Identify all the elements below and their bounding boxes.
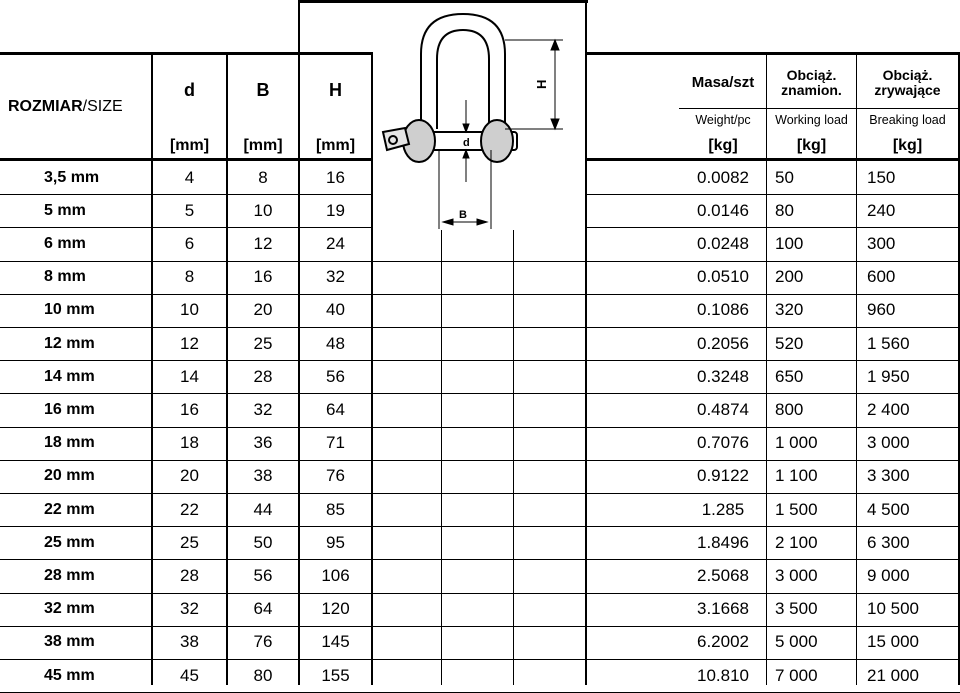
header-break-sub: Breaking load	[869, 113, 946, 127]
cell-mass: 0.9122	[697, 466, 749, 486]
cell-mass: 3.1668	[697, 599, 749, 619]
cell-work: 2 100	[775, 532, 818, 552]
cell-d: 32	[180, 599, 199, 619]
cell-mass: 2.5068	[697, 565, 749, 585]
cell-break: 4 500	[867, 499, 910, 519]
cell-h: 16	[326, 167, 345, 187]
col-border-blank-1	[441, 161, 442, 685]
cell-b: 38	[253, 466, 273, 486]
cell-work: 7 000	[775, 665, 818, 685]
unit-break: [kg]	[892, 136, 923, 154]
cell-h: 48	[326, 333, 345, 353]
cell-break: 10 500	[867, 599, 919, 619]
cell-b: 36	[253, 433, 273, 453]
cell-break: 6 300	[867, 532, 910, 552]
cell-mass: 0.0146	[697, 200, 749, 220]
cell-work: 5 000	[775, 632, 818, 652]
header-break	[857, 60, 958, 106]
cell-h: 24	[326, 233, 345, 253]
cell-size: 18 mm	[44, 434, 95, 452]
cell-work: 200	[775, 267, 804, 287]
unit-h: [mm]	[315, 136, 356, 154]
cell-b: 64	[253, 599, 273, 619]
cell-h: 71	[326, 433, 345, 453]
cell-d: 45	[180, 665, 199, 685]
cell-size: 16 mm	[44, 400, 95, 418]
cell-mass: 6.2002	[697, 632, 749, 652]
cell-b: 10	[253, 200, 273, 220]
cell-work: 800	[775, 399, 804, 419]
cell-h: 40	[326, 300, 345, 320]
cell-d: 10	[180, 300, 199, 320]
cell-break: 15 000	[867, 632, 919, 652]
cell-work: 3 500	[775, 599, 818, 619]
cell-d: 22	[180, 499, 199, 519]
top-border-h-block	[298, 0, 588, 3]
unit-d: [mm]	[169, 136, 210, 154]
cell-work: 100	[775, 233, 804, 253]
cell-d: 12	[180, 333, 199, 353]
cell-size: 25 mm	[44, 533, 95, 551]
cell-break: 21 000	[867, 665, 919, 685]
cell-work: 1 000	[775, 433, 818, 453]
cell-break: 3 300	[867, 466, 910, 486]
cell-b: 8	[258, 167, 268, 187]
cell-d: 25	[180, 532, 199, 552]
cell-break: 1 560	[867, 333, 910, 353]
cell-work: 650	[775, 366, 804, 386]
cell-break: 600	[867, 267, 896, 287]
col-border-mass-left	[585, 0, 587, 685]
cell-size: 28 mm	[44, 566, 95, 584]
cell-d: 4	[184, 167, 195, 187]
cell-break: 960	[867, 300, 896, 320]
cell-h: 95	[326, 532, 345, 552]
cell-mass: 10.810	[697, 665, 749, 685]
header-size-bold: ROZMIAR	[8, 97, 83, 115]
cell-d: 20	[180, 466, 199, 486]
cell-b: 44	[253, 499, 273, 519]
cell-work: 1 100	[775, 466, 818, 486]
header-h: H	[329, 79, 342, 100]
header-size-rest: /SIZE	[82, 97, 123, 115]
cell-break: 9 000	[867, 565, 910, 585]
cell-size: 10 mm	[44, 301, 95, 319]
cell-b: 25	[253, 333, 273, 353]
dim-label-h: H	[534, 79, 549, 89]
shackle-diagram	[373, 4, 585, 230]
cell-work: 50	[775, 167, 794, 187]
cell-h: 19	[326, 200, 345, 220]
header-break-line1: Obciąż.	[882, 67, 933, 83]
header-mass: Masa/szt	[691, 73, 755, 91]
cell-size: 38 mm	[44, 633, 95, 651]
cell-b: 12	[253, 233, 273, 253]
dim-label-b: B	[459, 209, 467, 221]
header-work	[767, 60, 856, 106]
cell-d: 14	[180, 366, 199, 386]
cell-size: 14 mm	[44, 367, 95, 385]
cell-mass: 0.2056	[697, 333, 749, 353]
cell-mass: 0.1086	[697, 300, 749, 320]
cell-d: 38	[180, 632, 199, 652]
cell-size: 45 mm	[44, 666, 95, 684]
cell-b: 56	[253, 565, 273, 585]
header-b: B	[256, 79, 270, 100]
unit-b: [mm]	[243, 136, 283, 154]
cell-size: 5 mm	[44, 201, 86, 219]
cell-break: 150	[867, 167, 896, 187]
cell-h: 120	[321, 599, 350, 619]
cell-h: 106	[321, 565, 350, 585]
cell-d: 8	[184, 267, 195, 287]
cell-h: 155	[321, 665, 350, 685]
header-d: d	[184, 79, 195, 100]
cell-break: 1 950	[867, 366, 910, 386]
cell-b: 76	[253, 632, 273, 652]
cell-size: 8 mm	[44, 268, 86, 286]
cell-break: 300	[867, 233, 896, 253]
header-mass-sub: Weight/pc	[695, 113, 751, 127]
cell-work: 320	[775, 300, 804, 320]
cell-size: 6 mm	[44, 234, 86, 252]
cell-work: 520	[775, 333, 804, 353]
cell-h: 64	[326, 399, 345, 419]
cell-d: 5	[184, 200, 195, 220]
cell-mass: 0.0510	[697, 267, 749, 287]
cell-h: 56	[326, 366, 345, 386]
cell-work: 1 500	[775, 499, 818, 519]
header-work-line1: Obciąż.	[786, 67, 837, 83]
shackle-drawing	[373, 4, 585, 230]
cell-break: 2 400	[867, 399, 910, 419]
cell-mass: 1.8496	[697, 532, 749, 552]
cell-mass: 0.7076	[697, 433, 749, 453]
cell-h: 145	[321, 632, 350, 652]
cell-b: 16	[253, 267, 273, 287]
cell-d: 16	[180, 399, 199, 419]
shackle-bow-outer	[421, 14, 505, 129]
cell-break: 3 000	[867, 433, 910, 453]
cell-h: 76	[326, 466, 345, 486]
cell-b: 50	[253, 532, 273, 552]
cell-b: 80	[253, 665, 273, 685]
cell-mass: 0.3248	[697, 366, 749, 386]
unit-mass: [kg]	[708, 136, 738, 154]
cell-size: 32 mm	[44, 600, 95, 618]
shackle-bow-inner	[437, 30, 489, 129]
cell-size: 22 mm	[44, 500, 95, 518]
cell-mass: 0.4874	[697, 399, 749, 419]
cell-size: 12 mm	[44, 334, 95, 352]
shackle-ear-right	[481, 120, 513, 162]
cell-size: 3,5 mm	[44, 168, 100, 186]
cell-h: 32	[326, 267, 345, 287]
cell-work: 3 000	[775, 565, 818, 585]
cell-b: 32	[253, 399, 273, 419]
unit-work: [kg]	[796, 136, 827, 154]
cell-d: 28	[180, 565, 199, 585]
cell-h: 85	[326, 499, 345, 519]
subheader-divider-mass	[679, 108, 960, 109]
cell-d: 6	[184, 233, 195, 253]
cell-work: 80	[775, 200, 794, 220]
header-break-line2: zrywające	[874, 82, 941, 98]
header-work-line2: znamion.	[781, 82, 842, 98]
cell-mass: 1.285	[701, 499, 745, 519]
col-border-blank-2	[513, 161, 514, 685]
cell-mass: 0.0082	[697, 167, 749, 187]
cell-b: 20	[253, 300, 273, 320]
cell-break: 240	[867, 200, 896, 220]
cell-b: 28	[253, 366, 273, 386]
cell-d: 18	[180, 433, 199, 453]
header-work-sub: Working load	[775, 113, 848, 127]
header-size	[0, 55, 151, 158]
cell-size: 20 mm	[44, 467, 95, 485]
cell-mass: 0.0248	[697, 233, 749, 253]
dim-label-d: d	[463, 137, 470, 149]
